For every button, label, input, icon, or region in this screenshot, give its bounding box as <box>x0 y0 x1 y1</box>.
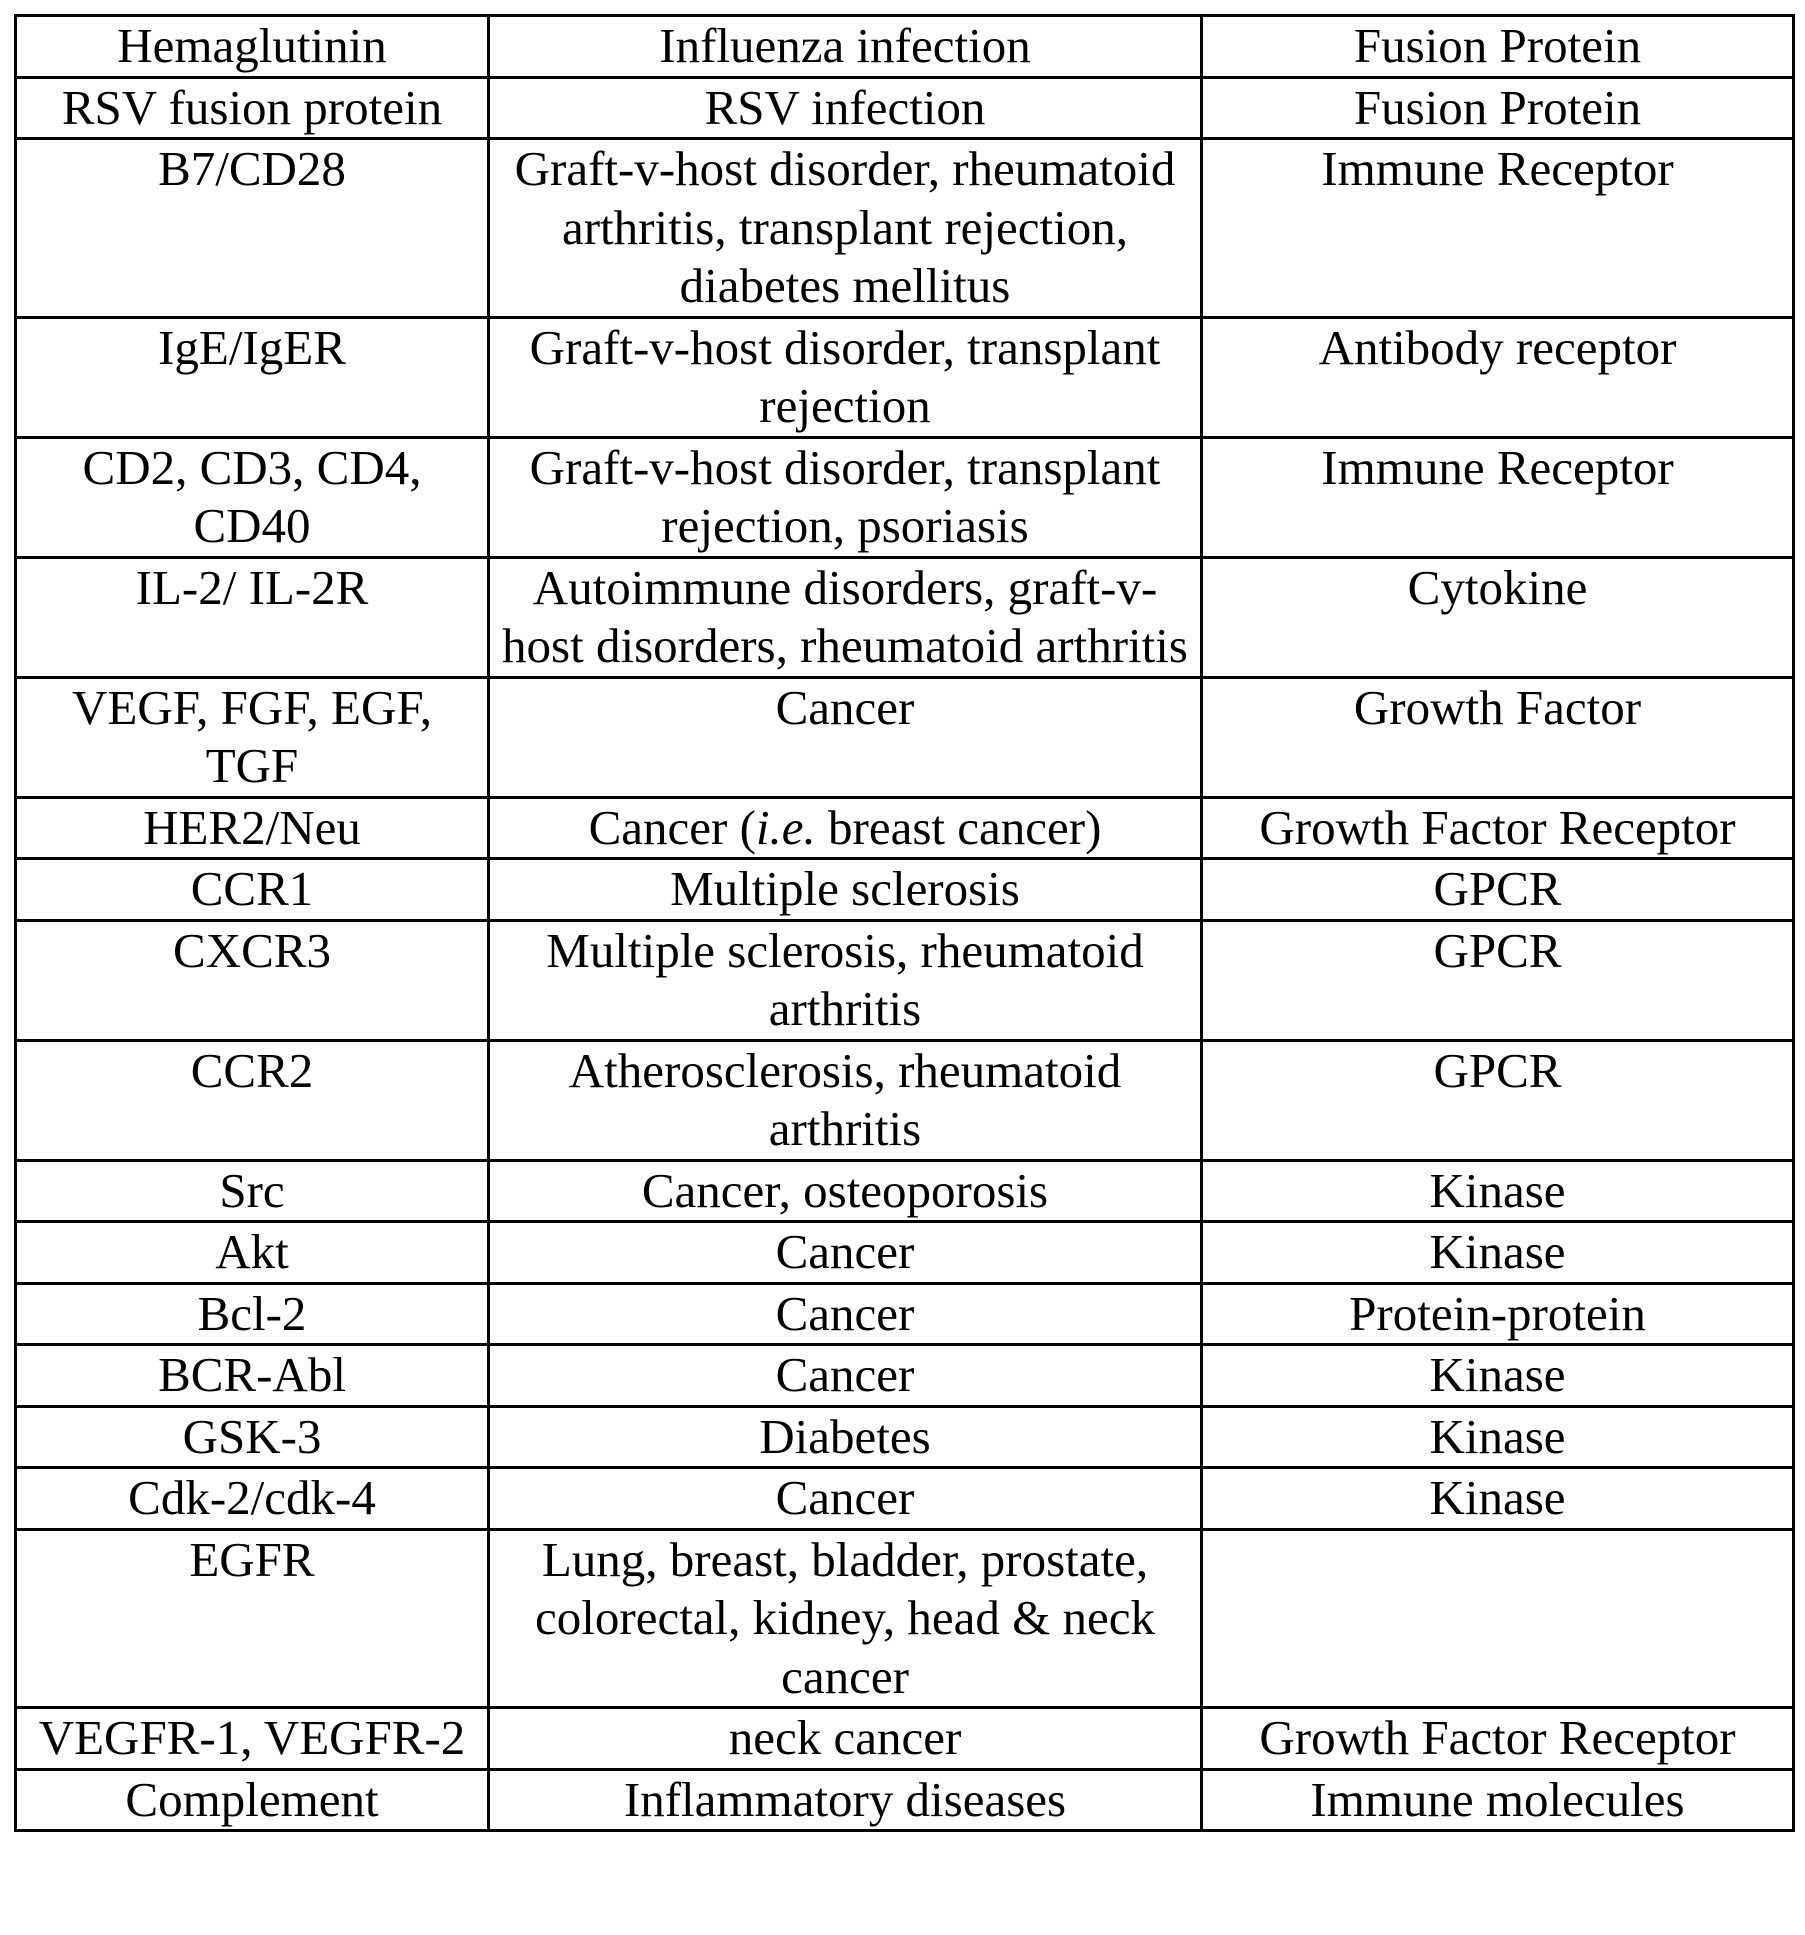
target-cell: Cdk-2/cdk-4 <box>16 1468 489 1530</box>
class-cell <box>1202 1529 1794 1708</box>
target-cell: BCR-Abl <box>16 1345 489 1407</box>
disease-cell: Inflammatory diseases <box>489 1769 1202 1831</box>
table-row <box>16 1529 1794 1708</box>
target-cell: CCR2 <box>16 1040 489 1160</box>
class-cell: Fusion Protein <box>1202 77 1794 139</box>
class-cell: Immune Receptor <box>1202 139 1794 318</box>
table-row <box>16 16 1794 78</box>
disease-cell: Graft-v-host disorder, transplant rejection, psoriasis <box>489 437 1202 557</box>
target-cell: RSV fusion protein <box>16 77 489 139</box>
class-cell: Fusion Protein <box>1202 16 1794 78</box>
disease-cell: Lung, breast, bladder, prostate, colorectal, kidney, head & neck cancer <box>489 1529 1202 1708</box>
target-cell: Bcl-2 <box>16 1283 489 1345</box>
table-row <box>16 557 1794 677</box>
table-row <box>16 1769 1794 1831</box>
table-row <box>16 859 1794 921</box>
class-cell: Immune molecules <box>1202 1769 1794 1831</box>
target-disease-table <box>14 14 1795 1832</box>
disease-cell: Cancer <box>489 1283 1202 1345</box>
disease-cell: Autoimmune disorders, graft-v-host disorders, rheumatoid arthritis <box>489 557 1202 677</box>
disease-cell: Graft-v-host disorder, transplant rejection <box>489 317 1202 437</box>
class-cell: GPCR <box>1202 920 1794 1040</box>
class-cell: Growth Factor Receptor <box>1202 797 1794 859</box>
target-cell: B7/CD28 <box>16 139 489 318</box>
table-body <box>16 16 1794 1831</box>
target-cell: EGFR <box>16 1529 489 1708</box>
target-cell: CCR1 <box>16 859 489 921</box>
class-cell: Growth Factor <box>1202 677 1794 797</box>
class-cell: Kinase <box>1202 1345 1794 1407</box>
target-cell: CXCR3 <box>16 920 489 1040</box>
class-cell: Growth Factor Receptor <box>1202 1708 1794 1770</box>
disease-cell: Multiple sclerosis <box>489 859 1202 921</box>
table-row <box>16 77 1794 139</box>
table-row <box>16 317 1794 437</box>
disease-cell: neck cancer <box>489 1708 1202 1770</box>
table-row <box>16 1708 1794 1770</box>
table-row <box>16 1040 1794 1160</box>
table-row <box>16 1160 1794 1222</box>
disease-cell: Influenza infection <box>489 16 1202 78</box>
cell-text: Cancer ( <box>589 800 756 855</box>
class-cell: Kinase <box>1202 1160 1794 1222</box>
disease-cell: Cancer <box>489 1222 1202 1284</box>
table-row <box>16 920 1794 1040</box>
class-cell: Protein-protein <box>1202 1283 1794 1345</box>
disease-cell <box>489 797 1202 859</box>
target-cell: Complement <box>16 1769 489 1831</box>
target-cell: IgE/IgER <box>16 317 489 437</box>
class-cell: GPCR <box>1202 1040 1794 1160</box>
class-cell: Kinase <box>1202 1468 1794 1530</box>
italic-text: i.e. <box>756 800 816 855</box>
table-row <box>16 1345 1794 1407</box>
table-row <box>16 1468 1794 1530</box>
disease-cell: Graft-v-host disorder, rheumatoid arthritis, transplant rejection, diabetes mellitus <box>489 139 1202 318</box>
target-cell: CD2, CD3, CD4, CD40 <box>16 437 489 557</box>
target-cell: Hemaglutinin <box>16 16 489 78</box>
disease-cell: Atherosclerosis, rheumatoid arthritis <box>489 1040 1202 1160</box>
target-cell: Akt <box>16 1222 489 1284</box>
table-row <box>16 1406 1794 1468</box>
target-cell: GSK-3 <box>16 1406 489 1468</box>
class-cell: Antibody receptor <box>1202 317 1794 437</box>
class-cell: Immune Receptor <box>1202 437 1794 557</box>
target-cell: Src <box>16 1160 489 1222</box>
table-row <box>16 797 1794 859</box>
table-row <box>16 1222 1794 1284</box>
class-cell: Cytokine <box>1202 557 1794 677</box>
disease-cell: RSV infection <box>489 77 1202 139</box>
disease-cell: Cancer <box>489 1468 1202 1530</box>
disease-cell: Cancer, osteoporosis <box>489 1160 1202 1222</box>
class-cell: GPCR <box>1202 859 1794 921</box>
target-cell: VEGF, FGF, EGF, TGF <box>16 677 489 797</box>
target-cell: VEGFR-1, VEGFR-2 <box>16 1708 489 1770</box>
target-cell: IL-2/ IL-2R <box>16 557 489 677</box>
disease-cell: Cancer <box>489 1345 1202 1407</box>
table-row <box>16 437 1794 557</box>
disease-cell: Cancer <box>489 677 1202 797</box>
table-row <box>16 1283 1794 1345</box>
disease-cell: Multiple sclerosis, rheumatoid arthritis <box>489 920 1202 1040</box>
class-cell: Kinase <box>1202 1222 1794 1284</box>
class-cell: Kinase <box>1202 1406 1794 1468</box>
target-cell: HER2/Neu <box>16 797 489 859</box>
table-row <box>16 677 1794 797</box>
disease-cell: Diabetes <box>489 1406 1202 1468</box>
table-row <box>16 139 1794 318</box>
cell-text: breast cancer) <box>816 800 1102 855</box>
